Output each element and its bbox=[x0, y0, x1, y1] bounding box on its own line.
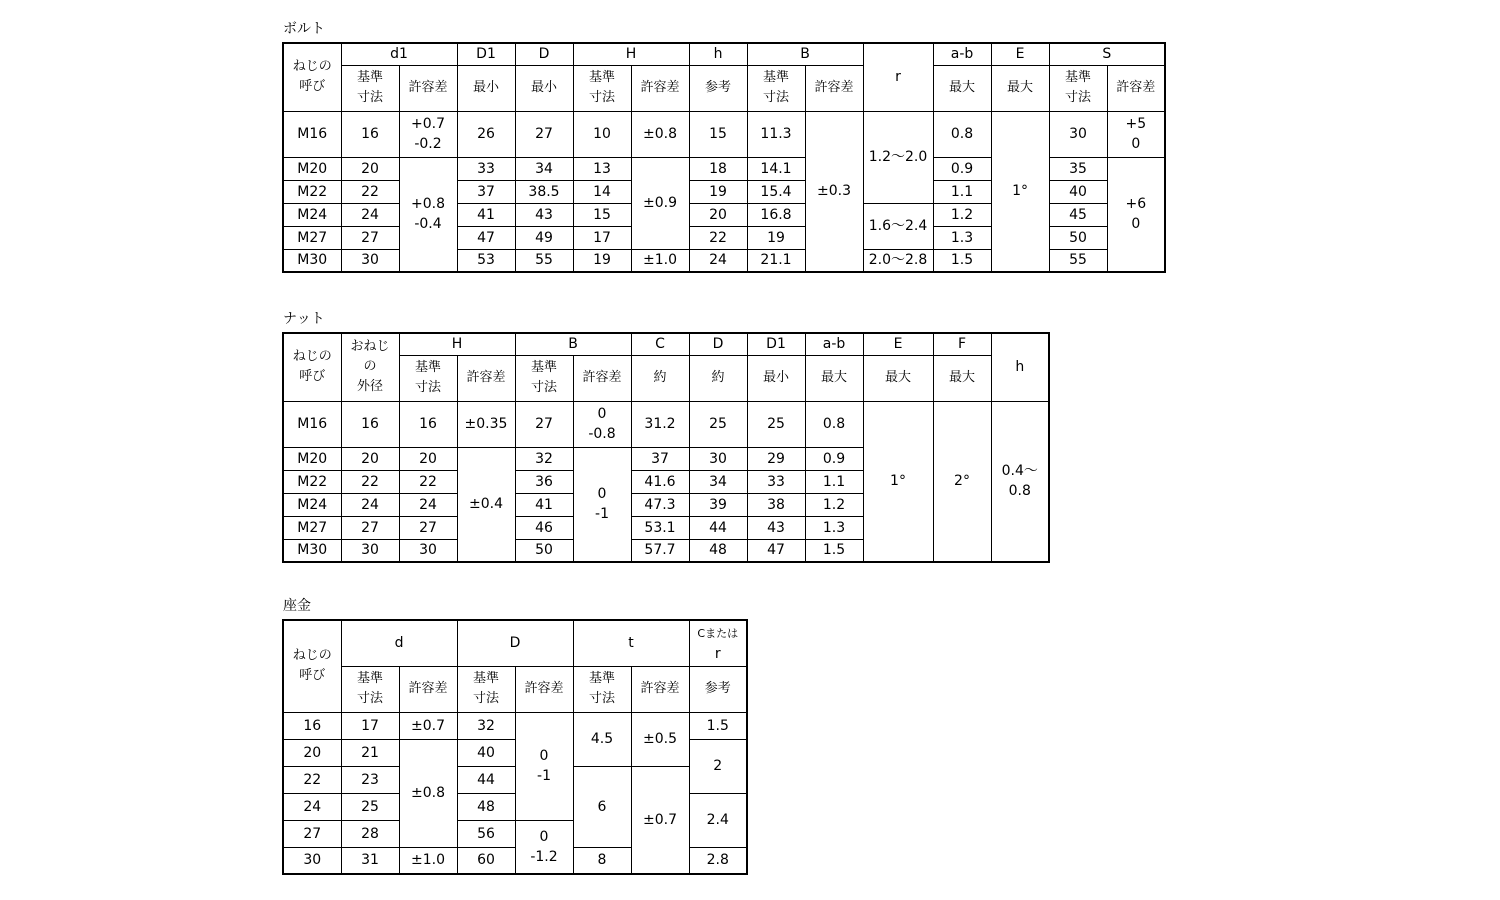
outer-cell: 22 bbox=[341, 470, 399, 493]
ab-max-header: 最大 bbox=[933, 65, 991, 111]
H-tol-header: 許容差 bbox=[631, 65, 689, 111]
B-header: B bbox=[747, 43, 863, 65]
ab-max-cell: 1.2 bbox=[805, 493, 863, 516]
H-std-cell: 13 bbox=[573, 157, 631, 180]
S-header: S bbox=[1049, 43, 1165, 65]
nominal-cell: M30 bbox=[283, 539, 341, 562]
nominal-header: ねじの 呼び bbox=[283, 43, 341, 111]
nominal-cell: M24 bbox=[283, 203, 341, 226]
nominal-cell: 20 bbox=[283, 739, 341, 766]
B-std-cell: 19 bbox=[747, 226, 805, 249]
D-min-cell: 55 bbox=[515, 249, 573, 272]
C-approx-cell: 47.3 bbox=[631, 493, 689, 516]
ab-max-cell: 0.8 bbox=[805, 401, 863, 447]
h-ref-cell: 19 bbox=[689, 180, 747, 203]
d-std-cell: 25 bbox=[341, 793, 399, 820]
B-tol-header: 許容差 bbox=[573, 355, 631, 401]
B-tol-cell: 0 -1 bbox=[573, 447, 631, 562]
D-min-header: 最小 bbox=[515, 65, 573, 111]
d1-tol-header: 許容差 bbox=[399, 65, 457, 111]
B-tol-cell: ±0.3 bbox=[805, 111, 863, 272]
washer-spec-table bbox=[282, 619, 748, 875]
t-std-cell: 8 bbox=[573, 847, 631, 874]
d1-std-cell: 30 bbox=[341, 249, 399, 272]
r-cell: 1.6～2.4 bbox=[863, 203, 933, 249]
H-std-cell: 10 bbox=[573, 111, 631, 157]
D1-min-cell: 33 bbox=[457, 157, 515, 180]
D-approx-cell: 25 bbox=[689, 401, 747, 447]
d1-std-header: 基準 寸法 bbox=[341, 65, 399, 111]
nut-section-title: ナット bbox=[283, 311, 325, 327]
h-header: h bbox=[689, 43, 747, 65]
D-header: D bbox=[515, 43, 573, 65]
d-std-cell: 28 bbox=[341, 820, 399, 847]
outer-cell: 30 bbox=[341, 539, 399, 562]
B-header: B bbox=[515, 333, 631, 355]
d-tol-cell: ±0.8 bbox=[399, 739, 457, 847]
h-ref-header: 参考 bbox=[689, 65, 747, 111]
d-header: d bbox=[341, 620, 457, 666]
B-std-cell: 16.8 bbox=[747, 203, 805, 226]
H-std-cell: 24 bbox=[399, 493, 457, 516]
nominal-cell: M27 bbox=[283, 516, 341, 539]
washer-section-title: 座金 bbox=[283, 598, 311, 614]
D1-min-cell: 33 bbox=[747, 470, 805, 493]
H-std-cell: 27 bbox=[399, 516, 457, 539]
B-std-cell: 50 bbox=[515, 539, 573, 562]
S-std-cell: 40 bbox=[1049, 180, 1107, 203]
D-approx-cell: 48 bbox=[689, 539, 747, 562]
D1-min-cell: 29 bbox=[747, 447, 805, 470]
t-std-cell: 4.5 bbox=[573, 712, 631, 766]
H-std-header: 基準 寸法 bbox=[399, 355, 457, 401]
B-std-cell: 36 bbox=[515, 470, 573, 493]
D-approx-cell: 30 bbox=[689, 447, 747, 470]
H-std-cell: 22 bbox=[399, 470, 457, 493]
D-std-cell: 60 bbox=[457, 847, 515, 874]
nominal-cell: M22 bbox=[283, 470, 341, 493]
S-std-cell: 50 bbox=[1049, 226, 1107, 249]
B-std-cell: 14.1 bbox=[747, 157, 805, 180]
D-std-cell: 40 bbox=[457, 739, 515, 766]
D-approx-cell: 34 bbox=[689, 470, 747, 493]
E-max-cell: 1° bbox=[863, 401, 933, 562]
d-std-cell: 17 bbox=[341, 712, 399, 739]
outer-cell: 20 bbox=[341, 447, 399, 470]
H-tol-cell: ±0.8 bbox=[631, 111, 689, 157]
H-tol-cell: ±0.9 bbox=[631, 157, 689, 249]
d1-tol-cell: +0.7 -0.2 bbox=[399, 111, 457, 157]
nominal-cell: M24 bbox=[283, 493, 341, 516]
D-std-cell: 48 bbox=[457, 793, 515, 820]
t-std-header: 基準 寸法 bbox=[573, 666, 631, 712]
r-cell: 2.0～2.8 bbox=[863, 249, 933, 272]
outer-cell: 24 bbox=[341, 493, 399, 516]
F-max-cell: 2° bbox=[933, 401, 991, 562]
D1-min-cell: 47 bbox=[457, 226, 515, 249]
C-approx-cell: 37 bbox=[631, 447, 689, 470]
d-tol-header: 許容差 bbox=[399, 666, 457, 712]
E-header: E bbox=[863, 333, 933, 355]
h-ref-cell: 15 bbox=[689, 111, 747, 157]
B-std-cell: 41 bbox=[515, 493, 573, 516]
D1-header: D1 bbox=[457, 43, 515, 65]
S-tol-header: 許容差 bbox=[1107, 65, 1165, 111]
D-approx-cell: 39 bbox=[689, 493, 747, 516]
B-std-cell: 46 bbox=[515, 516, 573, 539]
H-header: H bbox=[399, 333, 515, 355]
outer-cell: 16 bbox=[341, 401, 399, 447]
h-ref-cell: 24 bbox=[689, 249, 747, 272]
E-max-header: 最大 bbox=[863, 355, 933, 401]
c-cell: 2.8 bbox=[689, 847, 747, 874]
C-approx-cell: 31.2 bbox=[631, 401, 689, 447]
H-std-cell: 15 bbox=[573, 203, 631, 226]
t-header: t bbox=[573, 620, 689, 666]
D-std-cell: 32 bbox=[457, 712, 515, 739]
D-min-cell: 43 bbox=[515, 203, 573, 226]
S-tol-cell: +6 0 bbox=[1107, 157, 1165, 272]
B-std-header: 基準 寸法 bbox=[515, 355, 573, 401]
d-tol-cell: ±1.0 bbox=[399, 847, 457, 874]
E-header: E bbox=[991, 43, 1049, 65]
B-std-cell: 32 bbox=[515, 447, 573, 470]
S-std-header: 基準 寸法 bbox=[1049, 65, 1107, 111]
ab-max-cell: 1.3 bbox=[805, 516, 863, 539]
B-tol-header: 許容差 bbox=[805, 65, 863, 111]
D-min-cell: 49 bbox=[515, 226, 573, 249]
D-header: D bbox=[457, 620, 573, 666]
F-header: F bbox=[933, 333, 991, 355]
d1-std-cell: 27 bbox=[341, 226, 399, 249]
D1-min-cell: 38 bbox=[747, 493, 805, 516]
c-cell: 1.5 bbox=[689, 712, 747, 739]
c-or-r-header: Cまたは r bbox=[689, 620, 747, 666]
S-std-cell: 30 bbox=[1049, 111, 1107, 157]
ab-max-cell: 0.8 bbox=[933, 111, 991, 157]
h-ref-cell: 18 bbox=[689, 157, 747, 180]
r-header: r bbox=[863, 43, 933, 111]
ab-max-cell: 1.1 bbox=[805, 470, 863, 493]
D1-header: D1 bbox=[747, 333, 805, 355]
ab-header: a-b bbox=[933, 43, 991, 65]
nominal-cell: M16 bbox=[283, 111, 341, 157]
c-cell: 2 bbox=[689, 739, 747, 793]
D1-min-cell: 37 bbox=[457, 180, 515, 203]
d-std-cell: 31 bbox=[341, 847, 399, 874]
D-std-header: 基準 寸法 bbox=[457, 666, 515, 712]
H-std-cell: 30 bbox=[399, 539, 457, 562]
nominal-header: ねじの 呼び bbox=[283, 333, 341, 401]
nominal-cell: M16 bbox=[283, 401, 341, 447]
c-ref-header: 参考 bbox=[689, 666, 747, 712]
D1-min-cell: 47 bbox=[747, 539, 805, 562]
C-approx-cell: 57.7 bbox=[631, 539, 689, 562]
nominal-cell: M30 bbox=[283, 249, 341, 272]
ab-max-cell: 1.2 bbox=[933, 203, 991, 226]
H-std-cell: 14 bbox=[573, 180, 631, 203]
H-tol-cell: ±1.0 bbox=[631, 249, 689, 272]
D-std-cell: 56 bbox=[457, 820, 515, 847]
S-tol-cell: +5 0 bbox=[1107, 111, 1165, 157]
nominal-cell: 24 bbox=[283, 793, 341, 820]
H-std-header: 基準 寸法 bbox=[573, 65, 631, 111]
nominal-cell: 22 bbox=[283, 766, 341, 793]
H-std-cell: 17 bbox=[573, 226, 631, 249]
D-min-cell: 38.5 bbox=[515, 180, 573, 203]
nominal-cell: M20 bbox=[283, 157, 341, 180]
ab-max-cell: 1.3 bbox=[933, 226, 991, 249]
d1-header: d1 bbox=[341, 43, 457, 65]
H-tol-cell: ±0.35 bbox=[457, 401, 515, 447]
E-max-cell: 1° bbox=[991, 111, 1049, 272]
S-std-cell: 45 bbox=[1049, 203, 1107, 226]
D1-min-header: 最小 bbox=[747, 355, 805, 401]
t-std-cell: 6 bbox=[573, 766, 631, 847]
d1-std-cell: 16 bbox=[341, 111, 399, 157]
D-tol-cell: 0 -1.2 bbox=[515, 820, 573, 874]
table-row bbox=[283, 766, 747, 793]
D1-min-cell: 25 bbox=[747, 401, 805, 447]
D-std-cell: 44 bbox=[457, 766, 515, 793]
d-tol-cell: ±0.7 bbox=[399, 712, 457, 739]
h-ref-cell: 22 bbox=[689, 226, 747, 249]
E-max-header: 最大 bbox=[991, 65, 1049, 111]
nominal-header: ねじの 呼び bbox=[283, 620, 341, 712]
C-approx-cell: 41.6 bbox=[631, 470, 689, 493]
D1-min-cell: 43 bbox=[747, 516, 805, 539]
H-std-cell: 19 bbox=[573, 249, 631, 272]
H-std-cell: 20 bbox=[399, 447, 457, 470]
S-std-cell: 55 bbox=[1049, 249, 1107, 272]
D-approx-header: 約 bbox=[689, 355, 747, 401]
H-std-cell: 16 bbox=[399, 401, 457, 447]
table-row bbox=[283, 401, 1049, 447]
H-tol-header: 許容差 bbox=[457, 355, 515, 401]
D-tol-header: 許容差 bbox=[515, 666, 573, 712]
d1-std-cell: 24 bbox=[341, 203, 399, 226]
ab-max-cell: 0.9 bbox=[805, 447, 863, 470]
t-tol-cell: ±0.5 bbox=[631, 712, 689, 766]
D-header: D bbox=[689, 333, 747, 355]
ab-max-header: 最大 bbox=[805, 355, 863, 401]
outer-diameter-header: おねじ の 外径 bbox=[341, 333, 399, 401]
h-ref-cell: 20 bbox=[689, 203, 747, 226]
d-std-cell: 21 bbox=[341, 739, 399, 766]
C-approx-cell: 53.1 bbox=[631, 516, 689, 539]
outer-cell: 27 bbox=[341, 516, 399, 539]
D1-min-cell: 41 bbox=[457, 203, 515, 226]
t-tol-cell: ±0.7 bbox=[631, 766, 689, 874]
d-std-header: 基準 寸法 bbox=[341, 666, 399, 712]
ab-max-cell: 1.1 bbox=[933, 180, 991, 203]
nominal-cell: M20 bbox=[283, 447, 341, 470]
nominal-cell: M22 bbox=[283, 180, 341, 203]
C-approx-header: 約 bbox=[631, 355, 689, 401]
ab-max-cell: 1.5 bbox=[933, 249, 991, 272]
B-std-cell: 21.1 bbox=[747, 249, 805, 272]
t-tol-header: 許容差 bbox=[631, 666, 689, 712]
d1-std-cell: 22 bbox=[341, 180, 399, 203]
bolt-spec-table bbox=[282, 42, 1166, 273]
ab-header: a-b bbox=[805, 333, 863, 355]
D1-min-cell: 26 bbox=[457, 111, 515, 157]
c-cell: 2.4 bbox=[689, 793, 747, 847]
D1-min-header: 最小 bbox=[457, 65, 515, 111]
d-std-cell: 23 bbox=[341, 766, 399, 793]
D1-min-cell: 53 bbox=[457, 249, 515, 272]
F-max-header: 最大 bbox=[933, 355, 991, 401]
nut-spec-table bbox=[282, 332, 1050, 563]
B-std-cell: 11.3 bbox=[747, 111, 805, 157]
H-header: H bbox=[573, 43, 689, 65]
H-tol-cell: ±0.4 bbox=[457, 447, 515, 562]
D-approx-cell: 44 bbox=[689, 516, 747, 539]
d1-std-cell: 20 bbox=[341, 157, 399, 180]
S-std-cell: 35 bbox=[1049, 157, 1107, 180]
D-tol-cell: 0 -1 bbox=[515, 712, 573, 820]
ab-max-cell: 1.5 bbox=[805, 539, 863, 562]
C-header: C bbox=[631, 333, 689, 355]
D-min-cell: 27 bbox=[515, 111, 573, 157]
B-std-header: 基準 寸法 bbox=[747, 65, 805, 111]
nominal-cell: 16 bbox=[283, 712, 341, 739]
h-header: h bbox=[991, 333, 1049, 401]
ab-max-cell: 0.9 bbox=[933, 157, 991, 180]
nominal-cell: 27 bbox=[283, 820, 341, 847]
B-std-cell: 27 bbox=[515, 401, 573, 447]
d1-tol-cell: +0.8 -0.4 bbox=[399, 157, 457, 272]
nominal-cell: M27 bbox=[283, 226, 341, 249]
h-cell: 0.4～ 0.8 bbox=[991, 401, 1049, 562]
table-row bbox=[283, 712, 747, 739]
B-tol-cell: 0 -0.8 bbox=[573, 401, 631, 447]
B-std-cell: 15.4 bbox=[747, 180, 805, 203]
table-row bbox=[283, 111, 1165, 157]
bolt-section-title: ボルト bbox=[283, 21, 325, 37]
nominal-cell: 30 bbox=[283, 847, 341, 874]
r-cell: 1.2～2.0 bbox=[863, 111, 933, 203]
D-min-cell: 34 bbox=[515, 157, 573, 180]
